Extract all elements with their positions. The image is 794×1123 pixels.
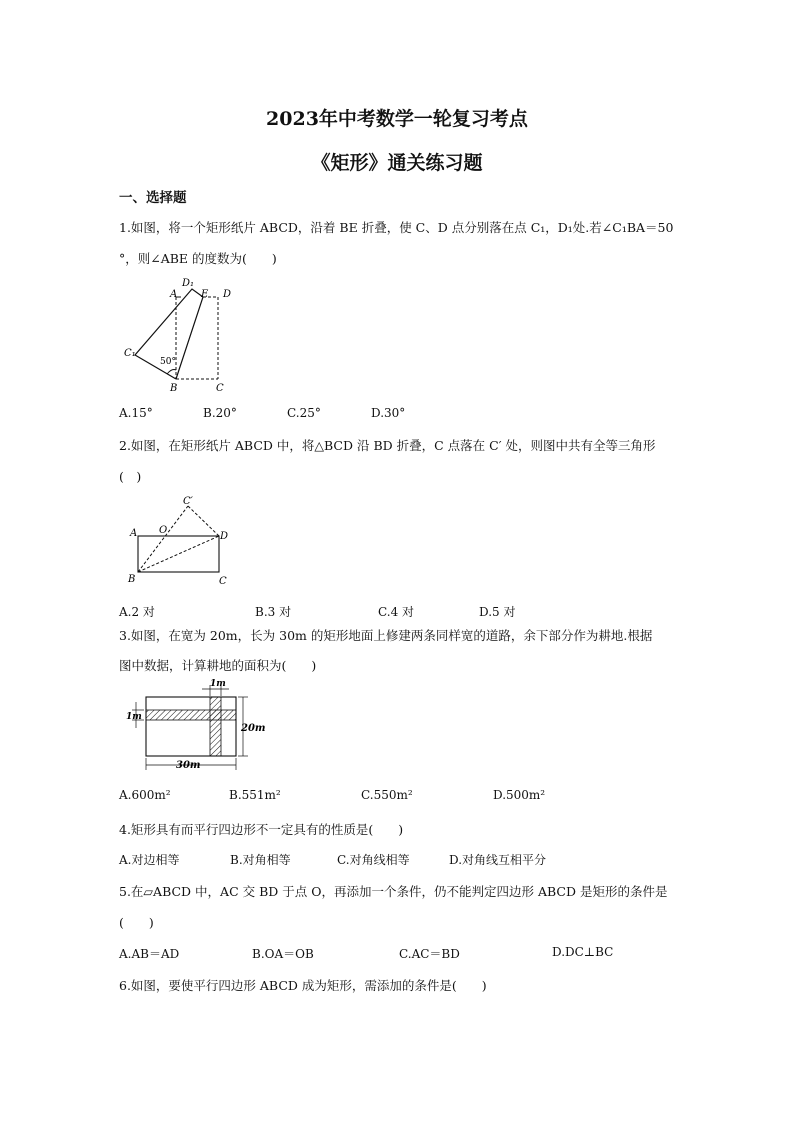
q3-option-a[interactable]: A.600m² bbox=[119, 788, 171, 802]
q5-text-line1: 5.在▱ABCD 中，AC 交 BD 于点 O，再添加一个条件，仍不能判定四边形 ABCD 是矩形的条件是 bbox=[119, 884, 668, 899]
q3-text-line2: 图中数据，计算耕地的面积为( ) bbox=[119, 658, 317, 673]
page-subtitle: 《矩形》通关练习题 bbox=[311, 152, 483, 174]
q1-label-c1: C₁ bbox=[124, 348, 136, 359]
q3-label-bottom: 30m bbox=[176, 760, 201, 771]
section-heading: 一、选择题 bbox=[119, 190, 187, 206]
q4-option-c[interactable]: C.对角线相等 bbox=[337, 853, 410, 867]
q3-fig-field bbox=[146, 697, 236, 756]
q1-text-line2: °，则∠ABE 的度数为( ) bbox=[119, 251, 277, 266]
q2-label-cp: C′ bbox=[183, 496, 193, 507]
q2-label-c: C bbox=[219, 576, 227, 587]
q2-fig-edge-cpd bbox=[188, 506, 219, 536]
q3-fig-road-vertical bbox=[210, 697, 221, 756]
q5-option-c[interactable]: C.AC＝BD bbox=[399, 947, 460, 961]
q1-label-angle: 50° bbox=[160, 357, 176, 367]
q2-fig-edge-bcp bbox=[138, 506, 188, 572]
q3-text-line1: 3.如图，在宽为 20m，长为 30m 的矩形地面上修建两条同样宽的道路，余下部分作为耕地.根据 bbox=[119, 628, 653, 643]
q2-label-a: A bbox=[130, 528, 138, 539]
q6-text-line1: 6.如图，要使平行四边形 ABCD 成为矩形，需添加的条件是( ) bbox=[119, 978, 487, 993]
q2-text-line1: 2.如图，在矩形纸片 ABCD 中，将△BCD 沿 BD 折叠，C 点落在 C′ 处，则图中共有全等三角形 bbox=[119, 438, 656, 453]
q3-option-d[interactable]: D.500m² bbox=[493, 788, 546, 802]
q2-label-d: D bbox=[220, 531, 229, 542]
q1-fold-figure bbox=[115, 274, 245, 396]
q5-text-line2: ( ) bbox=[119, 915, 154, 930]
q3-label-left: 1m bbox=[126, 712, 142, 722]
q4-text-line1: 4.矩形具有而平行四边形不一定具有的性质是( ) bbox=[119, 822, 404, 837]
q2-option-c[interactable]: C.4 对 bbox=[378, 605, 415, 619]
q3-label-right: 20m bbox=[241, 723, 266, 734]
q2-label-b: B bbox=[128, 574, 136, 585]
q2-option-a[interactable]: A.2 对 bbox=[119, 605, 155, 619]
q2-fig-diagonal-bd bbox=[138, 536, 219, 572]
page-title: 2023年中考数学一轮复习考点 bbox=[266, 108, 528, 130]
q5-option-b[interactable]: B.OA＝OB bbox=[252, 947, 314, 961]
q1-label-e: E bbox=[201, 289, 209, 300]
q2-fold-figure bbox=[122, 494, 240, 588]
q4-option-b[interactable]: B.对角相等 bbox=[230, 853, 291, 867]
q2-option-b[interactable]: B.3 对 bbox=[255, 605, 292, 619]
q1-label-d: D bbox=[223, 289, 232, 300]
q3-road-figure bbox=[120, 676, 270, 776]
q2-text-line2: ( ) bbox=[119, 469, 142, 484]
q1-label-c: C bbox=[216, 383, 224, 394]
q2-option-d[interactable]: D.5 对 bbox=[479, 605, 516, 619]
q5-option-a[interactable]: A.AB＝AD bbox=[119, 947, 180, 961]
q5-option-d[interactable]: D.DC⊥BC bbox=[552, 945, 614, 959]
q4-option-a[interactable]: A.对边相等 bbox=[119, 853, 180, 867]
q3-option-b[interactable]: B.551m² bbox=[229, 788, 281, 802]
q1-option-a[interactable]: A.15° bbox=[119, 406, 153, 420]
q3-option-c[interactable]: C.550m² bbox=[361, 788, 413, 802]
q1-label-d1: D₁ bbox=[182, 278, 195, 289]
q4-option-d[interactable]: D.对角线互相平分 bbox=[449, 853, 547, 867]
q1-text-line1: 1.如图，将一个矩形纸片 ABCD，沿着 BE 折叠，使 C、D 点分别落在点 C₁，D₁处.若∠C₁BA＝50 bbox=[119, 220, 674, 235]
q1-label-a: A bbox=[170, 289, 178, 300]
q1-option-d[interactable]: D.30° bbox=[371, 406, 406, 420]
q1-option-b[interactable]: B.20° bbox=[203, 406, 237, 420]
q1-fig-angle-arc bbox=[167, 370, 176, 375]
q1-label-b: B bbox=[170, 383, 178, 394]
q1-option-c[interactable]: C.25° bbox=[287, 406, 321, 420]
q3-label-top: 1m bbox=[210, 679, 226, 689]
q2-label-o: O bbox=[159, 525, 168, 536]
q3-fig-road-horizontal bbox=[146, 710, 236, 720]
